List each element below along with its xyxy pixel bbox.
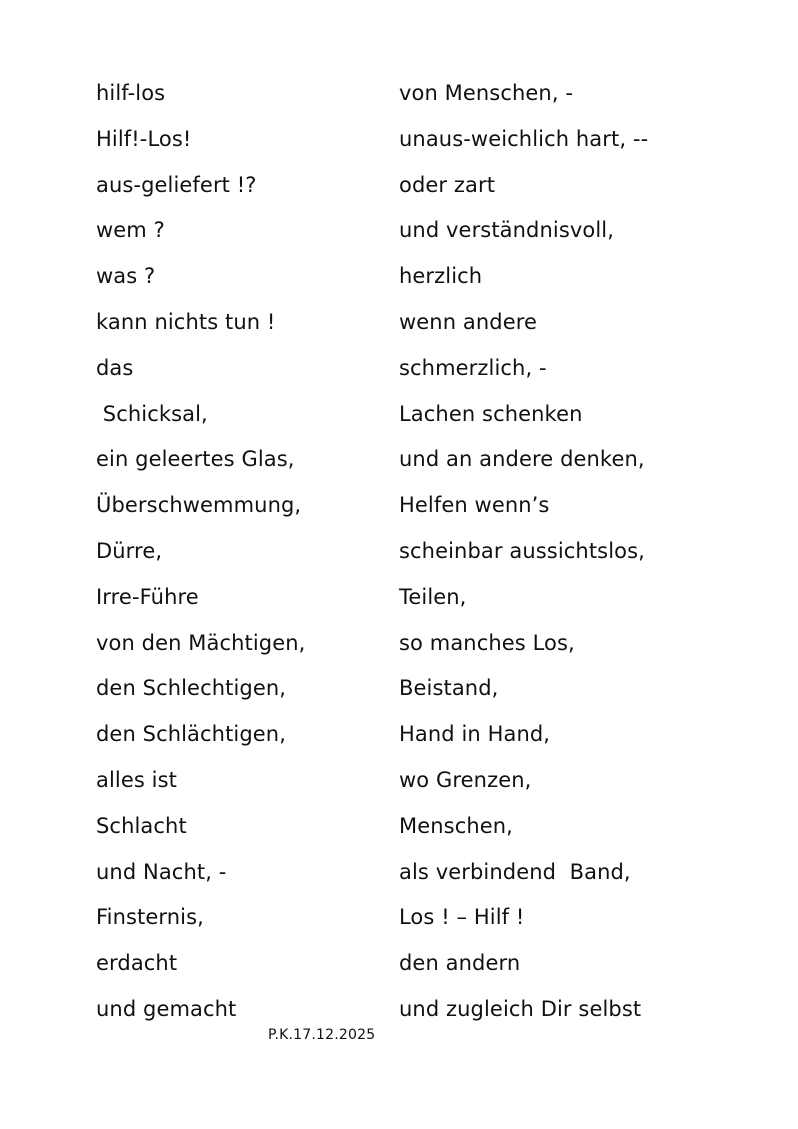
poem-line: Schicksal, bbox=[96, 401, 208, 426]
poem-line: und Nacht, - bbox=[96, 859, 227, 884]
poem-line: von den Mächtigen, bbox=[96, 630, 306, 655]
poem-line: kann nichts tun ! bbox=[96, 309, 276, 334]
poem-line: Teilen, bbox=[399, 584, 467, 609]
poem-line: den andern bbox=[399, 951, 521, 976]
poem-line: und an andere denken, bbox=[399, 447, 645, 472]
poem-line: Lachen schenken bbox=[399, 401, 583, 426]
poem-line: und zugleich Dir selbst bbox=[399, 996, 642, 1021]
poem-line: wo Grenzen, bbox=[399, 767, 532, 792]
poem-line: Finsternis, bbox=[96, 905, 204, 930]
poem-line: scheinbar aussichtslos, bbox=[399, 538, 645, 563]
poem-line: schmerzlich, - bbox=[399, 355, 547, 380]
poem-line: Schlacht bbox=[96, 813, 187, 838]
poem-line: so manches Los, bbox=[399, 630, 575, 655]
poem-line: den Schlächtigen, bbox=[96, 722, 286, 747]
poem-line: ein geleertes Glas, bbox=[96, 447, 295, 472]
poem-line: wem ? bbox=[96, 218, 165, 243]
poem-line: aus-geliefert !? bbox=[96, 172, 257, 197]
poem-line: und gemacht bbox=[96, 996, 237, 1021]
poem-line: Dürre, bbox=[96, 538, 163, 563]
poem-line: oder zart bbox=[399, 172, 496, 197]
poem-line: wenn andere bbox=[399, 309, 538, 334]
poem-line: Menschen, bbox=[399, 813, 513, 838]
poem-line: und verständnisvoll, bbox=[399, 218, 614, 243]
poem-line: das bbox=[96, 355, 134, 380]
poem-line: Überschwemmung, bbox=[96, 493, 302, 518]
poem-line: unaus-weichlich hart, -- bbox=[399, 126, 649, 151]
poem-line: Hilf!-Los! bbox=[96, 126, 192, 151]
poem-line: Helfen wenn’s bbox=[399, 493, 550, 518]
poem-line: erdacht bbox=[96, 951, 178, 976]
poem-left-column bbox=[96, 76, 386, 1038]
poem-line: Hand in Hand, bbox=[399, 722, 551, 747]
poem-line: als verbindend Band, bbox=[399, 859, 631, 884]
poem-line: Los ! – Hilf ! bbox=[399, 905, 525, 930]
poem-line: hilf-los bbox=[96, 81, 166, 105]
poem-line: Irre-Führe bbox=[96, 584, 199, 609]
poem-line: von Menschen, - bbox=[399, 81, 574, 105]
author-date-signature: P.K.17.12.2025 bbox=[268, 1027, 376, 1043]
poem-line: herzlich bbox=[399, 264, 483, 289]
poem-line: alles ist bbox=[96, 767, 177, 792]
poem-line: Beistand, bbox=[399, 676, 499, 701]
poem-line: den Schlechtigen, bbox=[96, 676, 287, 701]
poem-right-column bbox=[399, 76, 779, 1038]
poem-line: was ? bbox=[96, 264, 156, 289]
